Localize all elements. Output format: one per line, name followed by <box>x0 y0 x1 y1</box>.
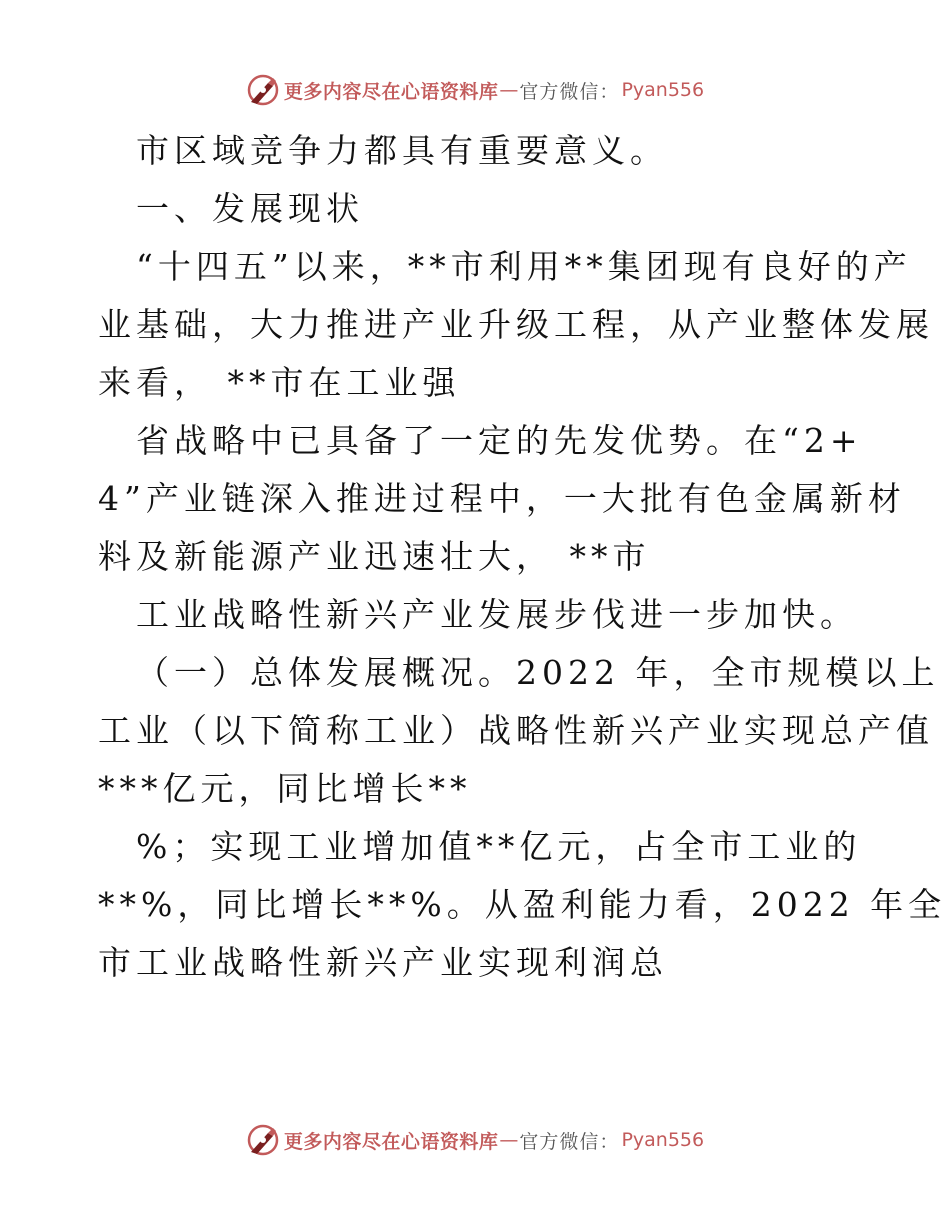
text-line: 来看， **市在工业强 <box>98 363 461 402</box>
watermark-text: 更多内容尽在心语资料库 <box>283 80 499 103</box>
document-body <box>98 122 947 992</box>
text-line: 一、发展现状 <box>136 189 364 228</box>
pen-logo-icon <box>246 1123 280 1157</box>
footer-watermark <box>0 1120 950 1160</box>
text-line: ***亿元，同比增长** <box>98 769 472 808</box>
watermark-wechat-id: Pyan556 <box>621 79 705 101</box>
pen-logo-icon <box>246 73 280 107</box>
text-line: 工业战略性新兴产业发展步伐进一步加快。 <box>136 595 858 634</box>
header-watermark <box>0 70 950 110</box>
text-line: 省战略中已具备了一定的先发优势。在“2+ <box>136 421 863 460</box>
watermark-dash: — <box>499 79 519 101</box>
text-line: 工业（以下简称工业）战略性新兴产业实现总产值 <box>98 711 934 750</box>
text-line: 料及新能源产业迅速壮大， **市 <box>98 537 651 576</box>
text-line: 业基础，大力推进产业升级工程，从产业整体发展 <box>98 305 934 344</box>
text-line: **%，同比增长**%。从盈利能力看，2022 年全 <box>98 885 947 924</box>
text-line: 市工业战略性新兴产业实现利润总 <box>98 943 668 982</box>
text-line: 市区域竞争力都具有重要意义。 <box>136 131 668 170</box>
watermark-wechat-id: Pyan556 <box>621 1129 705 1151</box>
watermark-label: 官方微信： <box>519 1130 620 1153</box>
watermark-label: 官方微信： <box>519 80 620 103</box>
text-line: 4”产业链深入推进过程中，一大批有色金属新材 <box>98 479 906 518</box>
text-line: %；实现工业增加值**亿元，占全市工业的 <box>136 827 862 866</box>
text-line: （一）总体发展概况。2022 年，全市规模以上 <box>136 653 940 692</box>
watermark-dash: — <box>499 1129 519 1151</box>
text-line: “十四五”以来，**市利用**集团现有良好的产 <box>136 247 912 286</box>
watermark-text: 更多内容尽在心语资料库 <box>283 1130 499 1153</box>
